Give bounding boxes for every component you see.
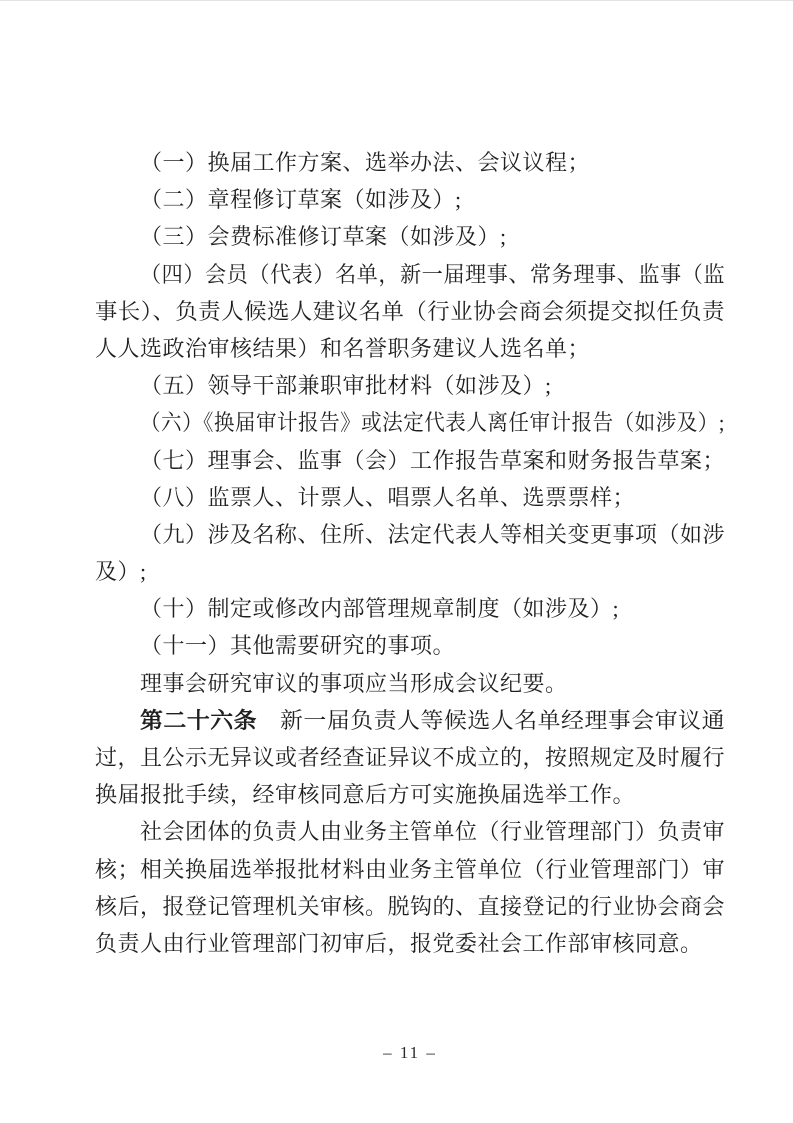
page-number: – 11 – — [383, 1043, 437, 1062]
text-line — [95, 627, 725, 664]
text-line-content — [95, 851, 725, 888]
line-text: 换届报批手续，经审核同意后方可实施换届选举工作。 — [95, 782, 636, 808]
text-line-content — [140, 590, 619, 627]
line-text: （四）会员（代表）名单，新一届理事、常务理事、监事（监 — [140, 261, 725, 287]
line-text: 核后，报登记管理机关审核。脱钩的、直接登记的行业协会商会 — [95, 893, 725, 919]
document-body — [95, 144, 725, 962]
text-line — [95, 590, 725, 627]
text-line — [95, 367, 725, 404]
text-line-content — [140, 404, 725, 441]
text-line — [95, 516, 725, 553]
line-text: 事长）、负责人候选人建议名单（行业协会商会须提交拟任负责 — [95, 298, 725, 324]
text-line-content — [140, 144, 590, 181]
text-line-content — [140, 181, 462, 218]
text-line-content — [95, 925, 703, 962]
line-text: （一）换届工作方案、选举办法、会议议程； — [140, 150, 591, 175]
line-text: 过，且公示无异议或者经查证异议不成立的，按照规定及时履行 — [95, 745, 725, 770]
line-text: （六）《换届审计报告》或法定代表人离任审计报告（如涉及）; — [140, 410, 725, 436]
text-line — [95, 218, 725, 255]
article-number: 第二十六条 — [140, 707, 258, 733]
text-line — [95, 888, 725, 925]
text-line — [95, 851, 725, 888]
text-line — [95, 144, 725, 181]
text-line — [95, 330, 725, 367]
line-text: 核；相关换届选举报批材料由业务主管单位（行业管理部门）审 — [95, 856, 725, 882]
line-text: 新一届负责人等候选人名单经理事会审议通 — [280, 707, 726, 733]
text-line — [95, 776, 725, 813]
line-text: （五）领导干部兼职审批材料（如涉及）; — [140, 373, 552, 399]
text-line-content — [140, 516, 725, 553]
line-text: （八）监票人、计票人、唱票人名单、选票票样； — [140, 484, 636, 510]
line-text: 及）; — [95, 559, 147, 585]
line-text: 人人选政治审核结果）和名誉职务建议人选名单； — [95, 335, 591, 361]
text-line-content — [95, 330, 590, 367]
text-line — [95, 479, 725, 516]
text-line-content — [140, 702, 725, 739]
text-line — [95, 293, 725, 330]
line-text: （十）制定或修改内部管理规章制度（如涉及）; — [140, 596, 620, 622]
text-line-content — [140, 479, 635, 516]
text-line — [95, 739, 725, 776]
text-line-content — [95, 553, 147, 590]
line-text: （十一）其他需要研究的事项。 — [140, 633, 456, 659]
text-line — [95, 181, 725, 218]
line-text: 社会团体的负责人由业务主管单位（行业管理部门）负责审 — [140, 819, 725, 845]
text-line — [95, 256, 725, 293]
text-line-content — [140, 218, 507, 255]
text-line-content — [95, 888, 725, 925]
text-line-content — [140, 627, 455, 664]
text-line — [95, 925, 725, 962]
text-line-content — [140, 665, 568, 702]
line-text: 理事会研究审议的事项应当形成会议纪要。 — [140, 670, 568, 696]
text-line — [95, 404, 725, 441]
text-line — [95, 665, 725, 702]
text-line-content — [140, 367, 552, 404]
text-line-content — [140, 256, 725, 293]
line-text: 负责人由行业管理部门初审后，报党委社会工作部审核同意。 — [95, 930, 703, 956]
text-line-content — [95, 776, 635, 813]
text-line-content — [140, 813, 725, 850]
text-line — [95, 442, 725, 479]
text-line — [95, 553, 725, 590]
line-text: （九）涉及名称、住所、法定代表人等相关变更事项（如涉 — [140, 521, 725, 547]
text-line-content — [95, 293, 725, 330]
line-text: （二）章程修订草案（如涉及）; — [140, 187, 462, 213]
line-text: （七）理事会、监事（会）工作报告草案和财务报告草案； — [140, 447, 725, 473]
text-line-content — [95, 739, 725, 776]
text-line — [95, 702, 725, 739]
text-line-content — [140, 442, 725, 479]
text-line — [95, 813, 725, 850]
line-text: （三）会费标准修订草案（如涉及）; — [140, 224, 507, 250]
